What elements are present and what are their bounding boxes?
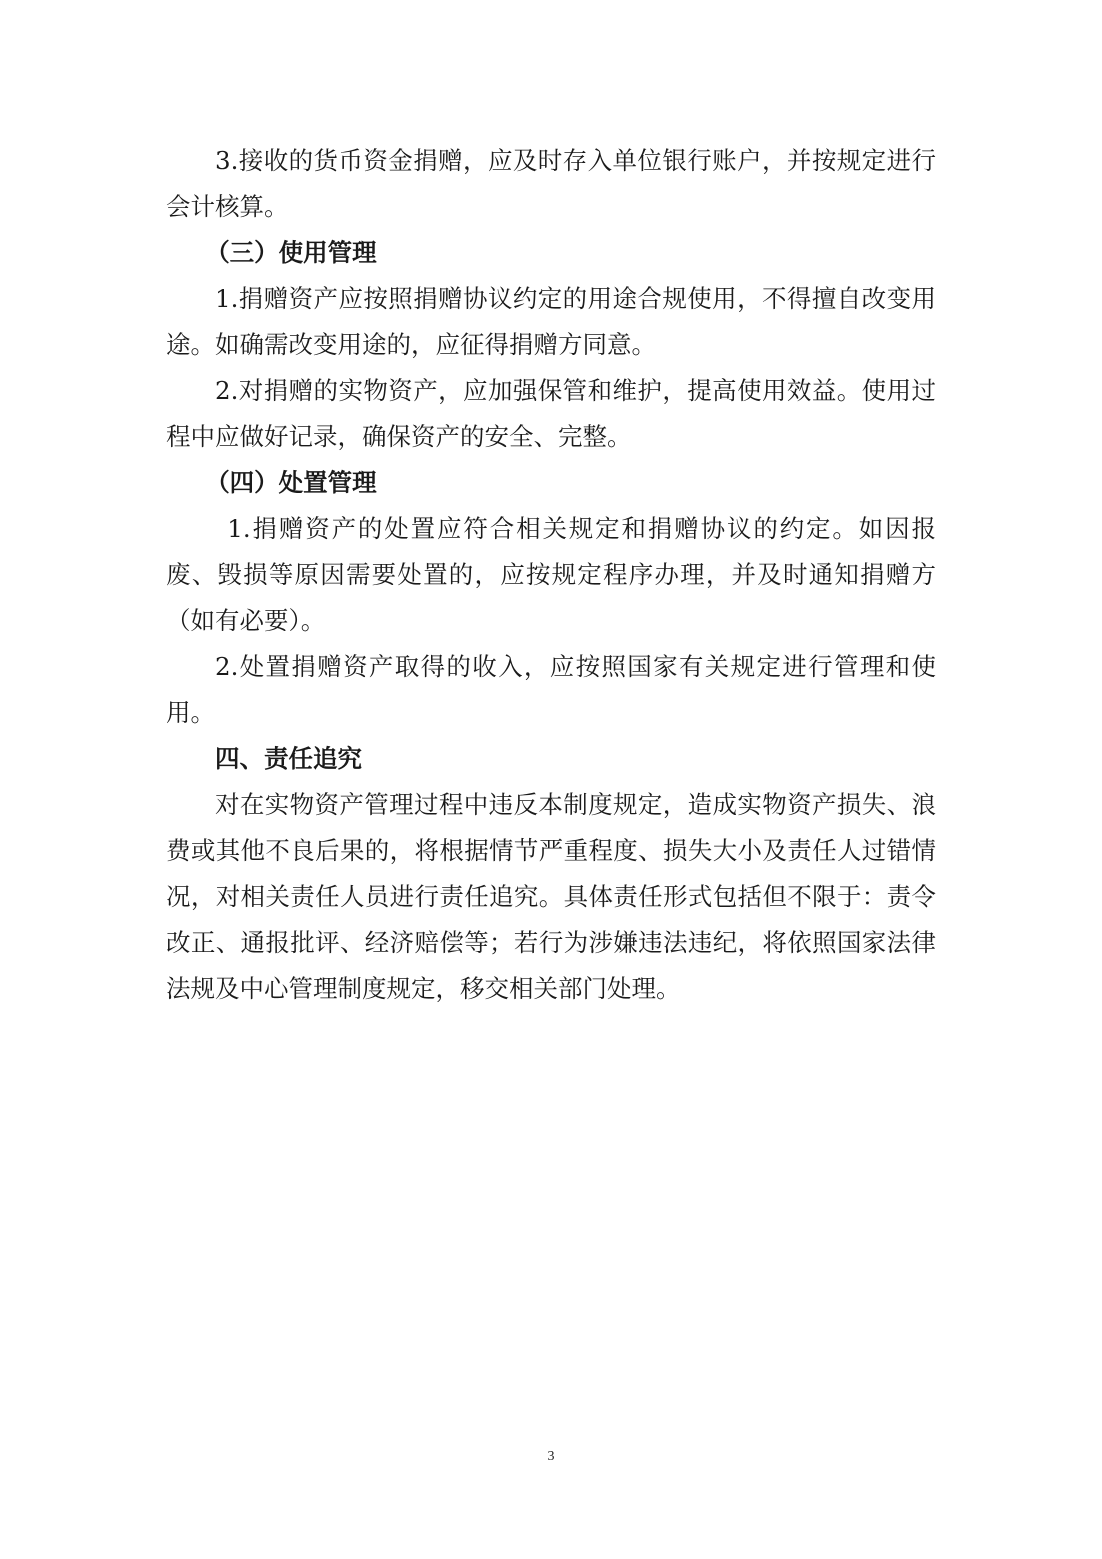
paragraph-usage-purpose: 1.捐赠资产应按照捐赠协议约定的用途合规使用，不得擅自改变用途。如确需改变用途的，应征得捐赠方同意。 [166,284,936,359]
paragraph-cash-donation: 3.接收的货币资金捐赠，应及时存入单位银行账户，并按规定进行会计核算。 [166,146,936,221]
section-heading-usage-management: （三）使用管理 [205,238,377,267]
paragraph-accountability: 对在实物资产管理过程中违反本制度规定，造成实物资产损失、浪费或其他不良后果的，将根据情节严重程度、损失大小及责任人过错情况，对相关责任人员进行责任追究。具体责任形式包括但不限于：责令改正、通报批评、经济赔偿等；若行为涉嫌违法违纪，将依照国家法律法规及中心管理制度规定，移交相关部门处理。 [166,790,936,1003]
paragraph-physical-asset-care: 2.对捐赠的实物资产，应加强保管和维护，提高使用效益。使用过程中应做好记录，确保资产的安全、完整。 [166,376,936,451]
section-heading-disposal-management: （四）处置管理 [205,468,377,497]
paragraph-disposal-rules: 1.捐赠资产的处置应符合相关规定和捐赠协议的约定。如因报废、毁损等原因需要处置的，应按规定程序办理，并及时通知捐赠方（如有必要）。 [166,514,936,635]
page-number: 3 [547,1449,555,1464]
paragraph-disposal-income: 2.处置捐赠资产取得的收入，应按照国家有关规定进行管理和使用。 [166,652,936,727]
document-body [166,138,936,1012]
section-heading-accountability: 四、责任追究 [215,744,362,773]
